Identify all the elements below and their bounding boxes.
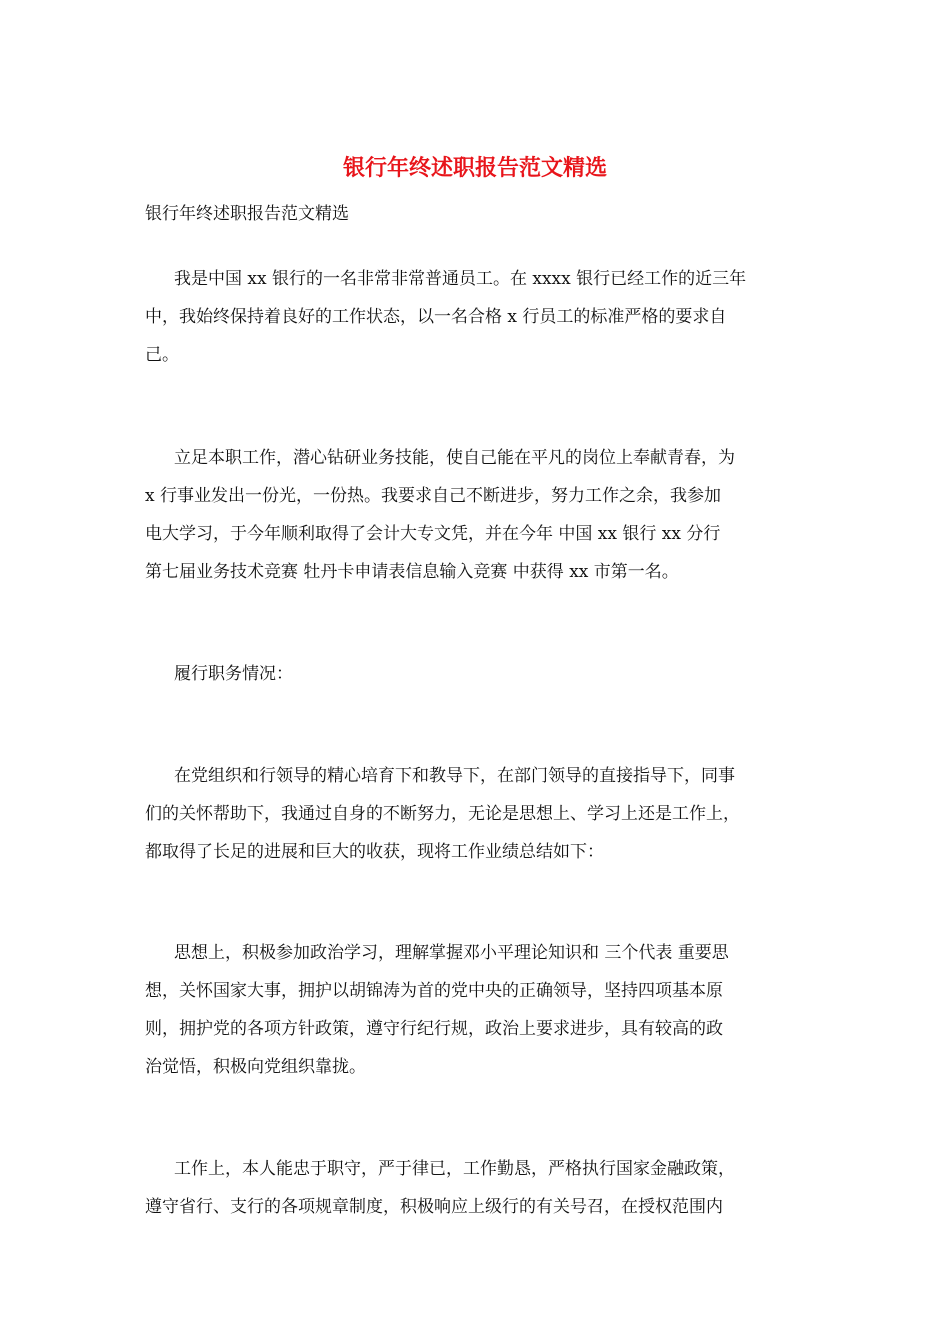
paragraph-line: x 行事业发出一份光，一份热。我要求自己不断进步，努力工作之余，我参加 — [145, 486, 721, 506]
paragraph-intro — [145, 260, 810, 374]
paragraph-line: 都取得了长足的进展和巨大的收获，现将工作业绩总结如下： — [145, 842, 604, 862]
paragraph-line: 遵守省行、支行的各项规章制度，积极响应上级行的有关号召，在授权范围内 — [145, 1197, 723, 1217]
paragraph-line: 想，关怀国家大事，拥护以胡锦涛为首的党中央的正确领导，坚持四项基本原 — [145, 981, 723, 1001]
paragraph-line: 己。 — [145, 345, 179, 365]
paragraph-line: 履行职务情况： — [174, 664, 293, 684]
paragraph-work — [145, 1150, 810, 1226]
paragraph-line: 第七届业务技术竞赛 牡丹卡申请表信息输入竞赛 中获得 xx 市第一名。 — [145, 562, 679, 582]
paragraph-line: 在党组织和行领导的精心培育下和教导下，在部门领导的直接指导下，同事 — [174, 766, 735, 786]
section-heading-duties — [145, 655, 810, 693]
document-title: 银行年终述职报告范文精选 — [342, 155, 607, 181]
paragraph-line: 立足本职工作，潜心钻研业务技能，使自己能在平凡的岗位上奉献青春，为 — [174, 448, 735, 468]
paragraph-line: 工作上，本人能忠于职守，严于律已，工作勤恳，严格执行国家金融政策， — [174, 1159, 735, 1179]
paragraph-line: 思想上，积极参加政治学习，理解掌握邓小平理论知识和 三个代表 重要思 — [174, 943, 729, 963]
paragraph-line: 电大学习，于今年顺利取得了会计大专文凭，并在今年 中国 xx 银行 xx 分行 — [145, 524, 721, 544]
document-subtitle: 银行年终述职报告范文精选 — [145, 204, 349, 224]
paragraph-line: 中，我始终保持着良好的工作状态，以一名合格 x 行员工的标准严格的要求自 — [145, 307, 727, 327]
paragraph-summary — [145, 757, 810, 871]
paragraph-line: 们的关怀帮助下，我通过自身的不断努力，无论是思想上、学习上还是工作上， — [145, 804, 740, 824]
paragraph-line: 我是中国 xx 银行的一名非常非常普通员工。在 xxxx 银行已经工作的近三年 — [174, 269, 747, 289]
paragraph-line: 治觉悟，积极向党组织靠拢。 — [145, 1057, 366, 1077]
paragraph-ideology — [145, 934, 810, 1086]
paragraph-line: 则，拥护党的各项方针政策，遵守行纪行规，政治上要求进步，具有较高的政 — [145, 1019, 723, 1039]
paragraph-work-study — [145, 439, 810, 591]
